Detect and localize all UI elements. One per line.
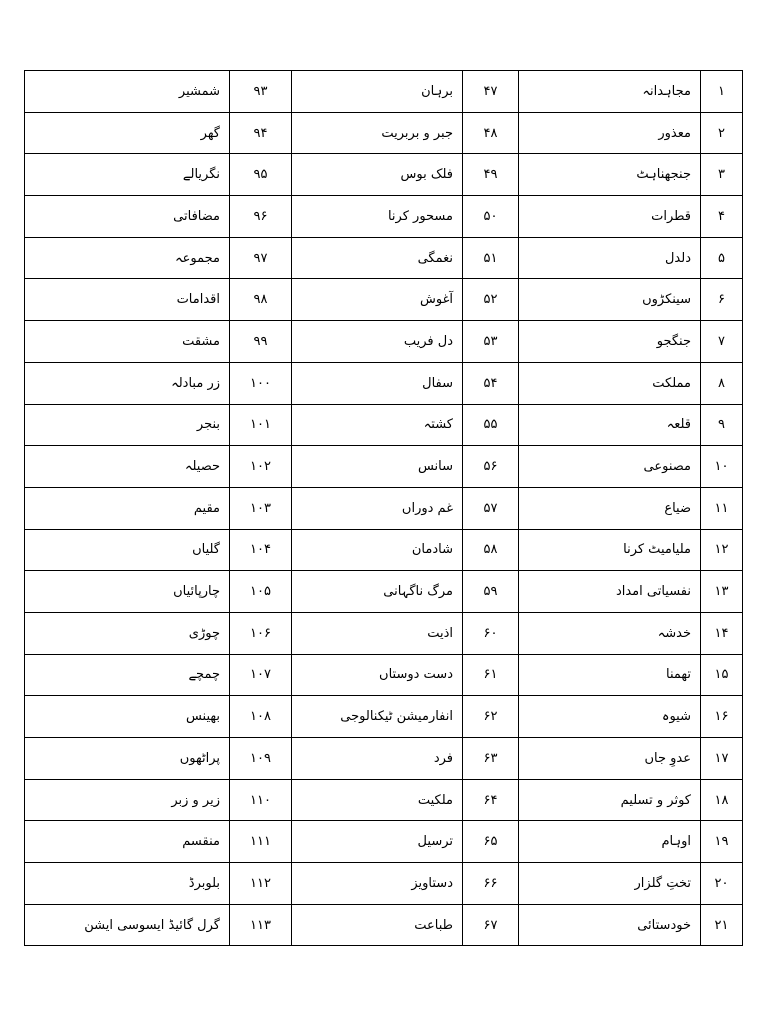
word-cell: شیوہ <box>519 696 701 738</box>
serial-number-cell: ۵۲ <box>463 279 519 321</box>
vocabulary-table <box>24 70 743 946</box>
serial-number-cell: ۹۷ <box>230 237 292 279</box>
table-body <box>25 71 743 946</box>
word-cell: جنگجو <box>519 321 701 363</box>
table-row <box>25 279 743 321</box>
serial-number-cell: ۵۳ <box>463 321 519 363</box>
word-cell: کوثر و تسلیم <box>519 779 701 821</box>
serial-number-cell: ۱۱۳ <box>230 904 292 946</box>
serial-number-cell: ۹۳ <box>230 71 292 113</box>
serial-number-cell: ۹۸ <box>230 279 292 321</box>
serial-number-cell: ۱۴ <box>701 612 743 654</box>
word-cell: خودستائی <box>519 904 701 946</box>
word-cell: قلعہ <box>519 404 701 446</box>
word-cell: خدشہ <box>519 612 701 654</box>
table-row <box>25 446 743 488</box>
word-cell: نغمگی <box>292 237 463 279</box>
word-cell: آغوش <box>292 279 463 321</box>
serial-number-cell: ۴۹ <box>463 154 519 196</box>
serial-number-cell: ۵ <box>701 237 743 279</box>
table-row <box>25 237 743 279</box>
word-cell: غم دوراں <box>292 487 463 529</box>
serial-number-cell: ۵۹ <box>463 571 519 613</box>
serial-number-cell: ۲۰ <box>701 863 743 905</box>
table-row <box>25 612 743 654</box>
serial-number-cell: ۱۰۶ <box>230 612 292 654</box>
serial-number-cell: ۱۸ <box>701 779 743 821</box>
serial-number-cell: ۹۵ <box>230 154 292 196</box>
word-cell: نگریالے <box>25 154 230 196</box>
word-cell: بنجر <box>25 404 230 446</box>
table-row <box>25 154 743 196</box>
serial-number-cell: ۱۳ <box>701 571 743 613</box>
serial-number-cell: ۵۷ <box>463 487 519 529</box>
word-cell: سفال <box>292 362 463 404</box>
serial-number-cell: ۴۷ <box>463 71 519 113</box>
word-cell: تختِ گلزار <box>519 863 701 905</box>
serial-number-cell: ۶۲ <box>463 696 519 738</box>
word-cell: گلیاں <box>25 529 230 571</box>
word-cell: مشقت <box>25 321 230 363</box>
serial-number-cell: ۶۷ <box>463 904 519 946</box>
table-row <box>25 904 743 946</box>
word-cell: مرگ ناگہانی <box>292 571 463 613</box>
word-cell: انفارمیشن ٹیکنالوجی <box>292 696 463 738</box>
word-cell: نفسیاتی امداد <box>519 571 701 613</box>
serial-number-cell: ۱۰۳ <box>230 487 292 529</box>
word-cell: شادمان <box>292 529 463 571</box>
word-cell: مسحور کرنا <box>292 196 463 238</box>
table-row <box>25 654 743 696</box>
serial-number-cell: ۱۱ <box>701 487 743 529</box>
serial-number-cell: ۲ <box>701 112 743 154</box>
word-cell: کشتہ <box>292 404 463 446</box>
serial-number-cell: ۱ <box>701 71 743 113</box>
word-cell: زیر و زبر <box>25 779 230 821</box>
serial-number-cell: ۱۶ <box>701 696 743 738</box>
word-cell: ضیاع <box>519 487 701 529</box>
serial-number-cell: ۱۰۱ <box>230 404 292 446</box>
word-cell: مملکت <box>519 362 701 404</box>
serial-number-cell: ۹۴ <box>230 112 292 154</box>
word-cell: دل فریب <box>292 321 463 363</box>
word-cell: مصنوعی <box>519 446 701 488</box>
serial-number-cell: ۱۰۹ <box>230 738 292 780</box>
word-cell: چارپائیاں <box>25 571 230 613</box>
serial-number-cell: ۱۰۵ <box>230 571 292 613</box>
table-row <box>25 863 743 905</box>
serial-number-cell: ۵۰ <box>463 196 519 238</box>
word-cell: قطرات <box>519 196 701 238</box>
serial-number-cell: ۶۴ <box>463 779 519 821</box>
serial-number-cell: ۶۶ <box>463 863 519 905</box>
word-cell: اقدامات <box>25 279 230 321</box>
serial-number-cell: ۱۹ <box>701 821 743 863</box>
serial-number-cell: ۸ <box>701 362 743 404</box>
word-cell: مجموعہ <box>25 237 230 279</box>
serial-number-cell: ۶۵ <box>463 821 519 863</box>
word-cell: ترسیل <box>292 821 463 863</box>
word-cell: اذیت <box>292 612 463 654</box>
serial-number-cell: ۶۳ <box>463 738 519 780</box>
word-cell: اوہام <box>519 821 701 863</box>
word-cell: شمشیر <box>25 71 230 113</box>
serial-number-cell: ۹ <box>701 404 743 446</box>
table-row <box>25 571 743 613</box>
word-cell: ملیامیٹ کرنا <box>519 529 701 571</box>
serial-number-cell: ۱۰۲ <box>230 446 292 488</box>
serial-number-cell: ۱۰۰ <box>230 362 292 404</box>
serial-number-cell: ۴ <box>701 196 743 238</box>
word-cell: مقیم <box>25 487 230 529</box>
word-cell: مضافاتی <box>25 196 230 238</box>
word-cell: گھر <box>25 112 230 154</box>
serial-number-cell: ۴۸ <box>463 112 519 154</box>
table-row <box>25 196 743 238</box>
table-row <box>25 362 743 404</box>
word-cell: دلدل <box>519 237 701 279</box>
word-cell: زر مبادلہ <box>25 362 230 404</box>
table-row <box>25 696 743 738</box>
serial-number-cell: ۱۱۱ <box>230 821 292 863</box>
serial-number-cell: ۱۰ <box>701 446 743 488</box>
serial-number-cell: ۱۰۴ <box>230 529 292 571</box>
table-row <box>25 321 743 363</box>
word-cell: برہان <box>292 71 463 113</box>
table-row <box>25 404 743 446</box>
serial-number-cell: ۹۶ <box>230 196 292 238</box>
table-row <box>25 71 743 113</box>
word-cell: چمچے <box>25 654 230 696</box>
word-cell: پراٹھوں <box>25 738 230 780</box>
word-cell: تھمنا <box>519 654 701 696</box>
word-cell: گرل گائیڈ ایسوسی ایشن <box>25 904 230 946</box>
serial-number-cell: ۱۷ <box>701 738 743 780</box>
table-row <box>25 487 743 529</box>
word-cell: بلوبرڈ <box>25 863 230 905</box>
serial-number-cell: ۹۹ <box>230 321 292 363</box>
word-cell: بھینس <box>25 696 230 738</box>
word-cell: چوڑی <box>25 612 230 654</box>
serial-number-cell: ۶ <box>701 279 743 321</box>
serial-number-cell: ۳ <box>701 154 743 196</box>
word-cell: ملکیت <box>292 779 463 821</box>
word-cell: فرد <box>292 738 463 780</box>
word-cell: منقسم <box>25 821 230 863</box>
table-row <box>25 112 743 154</box>
word-cell: دست دوستاں <box>292 654 463 696</box>
word-cell: جنجھناہٹ <box>519 154 701 196</box>
table-row <box>25 821 743 863</box>
serial-number-cell: ۱۰۸ <box>230 696 292 738</box>
table-row <box>25 779 743 821</box>
serial-number-cell: ۲۱ <box>701 904 743 946</box>
table-row <box>25 738 743 780</box>
table-row <box>25 529 743 571</box>
serial-number-cell: ۱۱۰ <box>230 779 292 821</box>
serial-number-cell: ۵۸ <box>463 529 519 571</box>
serial-number-cell: ۵۴ <box>463 362 519 404</box>
word-cell: حصیلہ <box>25 446 230 488</box>
serial-number-cell: ۱۱۲ <box>230 863 292 905</box>
serial-number-cell: ۱۵ <box>701 654 743 696</box>
serial-number-cell: ۱۲ <box>701 529 743 571</box>
serial-number-cell: ۶۱ <box>463 654 519 696</box>
serial-number-cell: ۵۶ <box>463 446 519 488</box>
word-cell: سینکڑوں <box>519 279 701 321</box>
word-cell: سانس <box>292 446 463 488</box>
serial-number-cell: ۶۰ <box>463 612 519 654</box>
serial-number-cell: ۷ <box>701 321 743 363</box>
word-cell: طباعت <box>292 904 463 946</box>
word-cell: جبر و بربریت <box>292 112 463 154</box>
serial-number-cell: ۵۱ <box>463 237 519 279</box>
word-cell: دستاویز <box>292 863 463 905</box>
word-cell: عدوِ جاں <box>519 738 701 780</box>
serial-number-cell: ۵۵ <box>463 404 519 446</box>
word-cell: مجاہدانہ <box>519 71 701 113</box>
word-cell: فلک بوس <box>292 154 463 196</box>
word-cell: معذور <box>519 112 701 154</box>
serial-number-cell: ۱۰۷ <box>230 654 292 696</box>
